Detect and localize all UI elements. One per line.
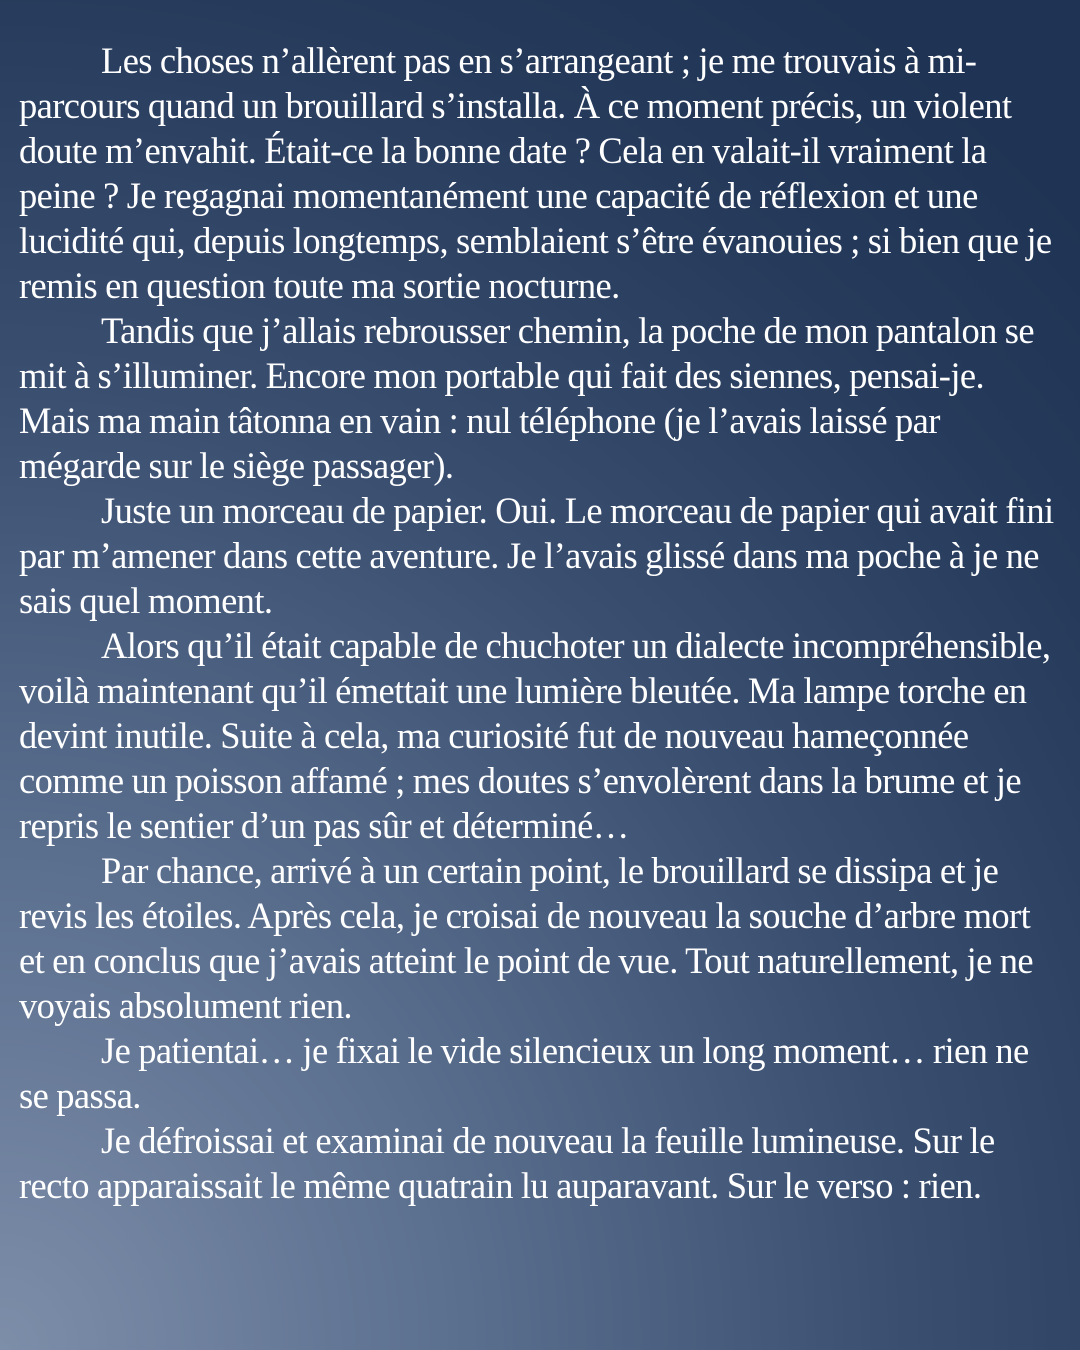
paragraph-2: Tandis que j’allais rebrousser chemin, la poche de mon pantalon se mit à s’illuminer. Encore mon portable qui fait des siennes, pensai-je. Mais ma main tâtonna en vain : nul téléphone (je l’avais laissé par mégarde sur le siège passager). xyxy=(19,310,1034,486)
paragraph-1: Les choses n’allèrent pas en s’arrangeant ; je me trouvais à mi-parcours quand un brouillard s’installa. À ce moment précis, un violent doute m’envahit. Était-ce la bonne date ? Cela en valait-il vraiment la peine ? Je regagnai momentanément une capacité de réflexion et une lucidité qui, depuis longtemps, semblaient s’être évanouies ; si bien que je remis en question toute ma sortie nocturne. xyxy=(19,40,1052,306)
paragraph-6: Je patientai… je fixai le vide silencieux un long moment… rien ne se passa. xyxy=(19,1030,1029,1116)
paragraph-3: Juste un morceau de papier. Oui. Le morceau de papier qui avait fini par m’amener dans cette aventure. Je l’avais glissé dans ma poche à je ne sais quel moment. xyxy=(19,490,1054,621)
paragraph-5: Par chance, arrivé à un certain point, le brouillard se dissipa et je revis les étoiles. Après cela, je croisai de nouveau la souche d’arbre mort et en conclus que j’avais atteint le point de vue. Tout naturellement, je ne voyais absolument rien. xyxy=(19,850,1033,1026)
paragraph-7: Je défroissai et examinai de nouveau la feuille lumineuse. Sur le recto apparaissait le même quatrain lu auparavant. Sur le verso : rien. xyxy=(19,1120,995,1206)
paragraph-4: Alors qu’il était capable de chuchoter un dialecte incompréhensible, voilà maintenant qu’il émettait une lumière bleutée. Ma lampe torche en devint inutile. Suite à cela, ma curiosité fut de nouveau hameçonnée comme un poisson affamé ; mes doutes s’envolèrent dans la brume et je repris le sentier d’un pas sûr et déterminé… xyxy=(19,625,1051,846)
